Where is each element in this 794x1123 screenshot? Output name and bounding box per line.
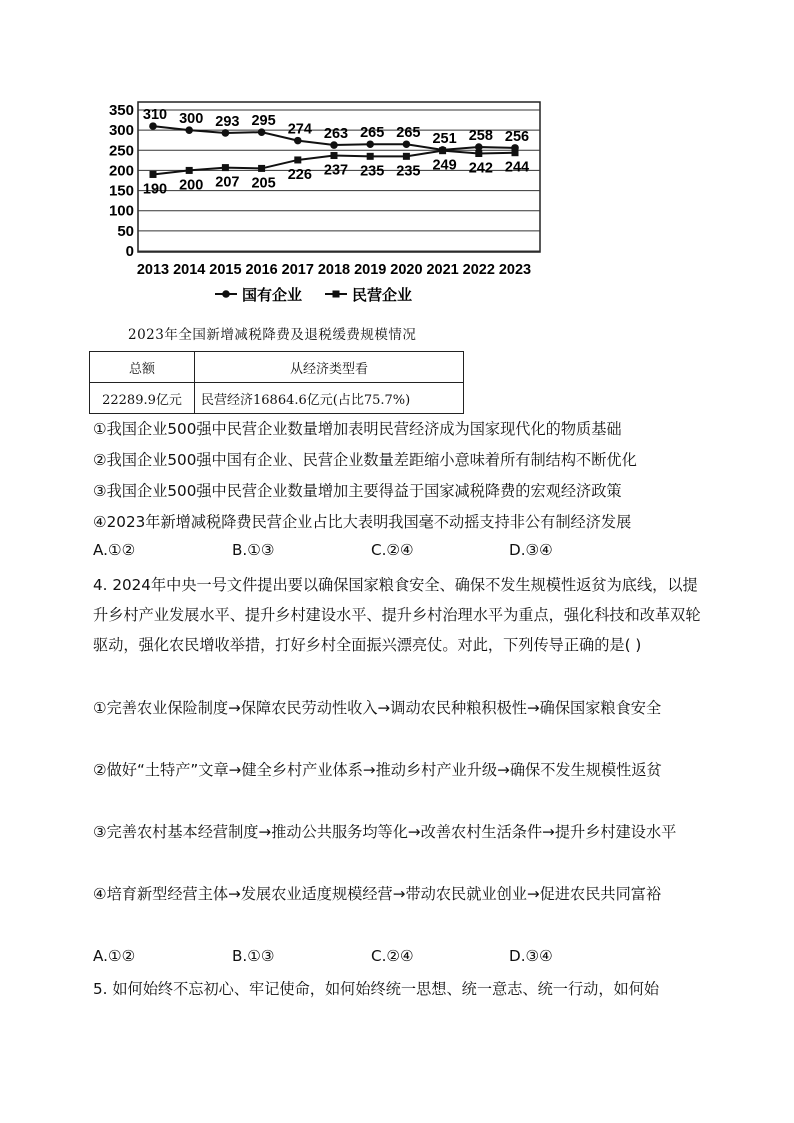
data-point <box>185 126 193 134</box>
data-label: 251 <box>432 130 457 147</box>
y-tick-label: 250 <box>108 142 134 160</box>
data-point <box>367 153 374 160</box>
data-label: 190 <box>142 181 168 198</box>
y-tick-label: 50 <box>117 222 134 240</box>
data-label: 207 <box>215 174 240 191</box>
data-point <box>366 140 374 148</box>
x-tick-label: 2023 <box>498 262 532 278</box>
data-label: 265 <box>360 125 385 142</box>
x-tick-label: 2018 <box>317 262 351 278</box>
data-point <box>258 165 265 172</box>
data-label: 205 <box>251 175 276 192</box>
q3-option-c: C.②④ <box>371 541 414 559</box>
q3-item-4: ④2023年新增减税降费民营企业占比大表明我国毫不动摇支持非公有制经济发展 <box>93 513 632 531</box>
data-point <box>150 171 157 178</box>
y-tick-label: 0 <box>125 243 134 260</box>
data-point <box>330 141 338 149</box>
data-point <box>186 167 193 174</box>
q5-stem: 5. 如何始终不忘初心、牢记使命，如何始终统一思想、统一意志、统一行动，如何始 <box>93 980 660 998</box>
q3-item-1: ①我国企业500强中民营企业数量增加表明民营经济成为国家现代化的物质基础 <box>93 420 622 438</box>
legend-label: 民营企业 <box>352 286 413 304</box>
table-header-row <box>90 352 464 383</box>
q4-option-d: D.③④ <box>509 947 553 965</box>
chart-svg <box>100 92 550 322</box>
data-label: 237 <box>323 162 349 179</box>
data-label: 258 <box>468 128 493 145</box>
q3-option-d: D.③④ <box>509 541 553 559</box>
header-economic-type: 从经济类型看 <box>195 352 464 383</box>
data-point <box>475 143 483 151</box>
data-label: 226 <box>287 166 312 183</box>
data-label: 295 <box>251 113 276 130</box>
x-tick-label: 2016 <box>245 262 278 278</box>
data-label: 300 <box>179 111 204 128</box>
data-label: 310 <box>142 107 168 124</box>
q4-option-a: A.①② <box>93 947 136 965</box>
y-tick-label: 200 <box>108 162 134 180</box>
q3-option-a: A.①② <box>93 541 136 559</box>
x-tick-label: 2019 <box>354 262 387 278</box>
data-point <box>475 150 482 157</box>
data-label: 293 <box>215 113 240 130</box>
data-point <box>222 129 230 137</box>
data-label: 200 <box>179 177 204 194</box>
data-point <box>222 164 229 171</box>
data-label: 256 <box>504 128 530 145</box>
data-point <box>294 156 301 163</box>
x-tick-label: 2013 <box>136 262 170 278</box>
q4-option-b: B.①③ <box>232 947 275 965</box>
q4-stem: 4. 2024年中央一号文件提出要以确保国家粮食安全、确保不发生规模性返贫为底线，以提升乡村产业发展水平、提升乡村建设水平、提升乡村治理水平为重点，强化科技和改革双轮驱动，强化农民增收举措，打好乡村全面振兴漂亮仗。对此，下列传导正确的是( ) <box>93 576 701 654</box>
legend-marker <box>222 290 230 298</box>
data-label: 235 <box>360 163 385 180</box>
data-point <box>512 149 519 156</box>
header-total: 总额 <box>90 352 195 383</box>
x-tick-label: 2015 <box>209 262 242 278</box>
q4-item-4: ④培育新型经营主体→发展农业适度规模经营→带动农民就业创业→促进农民共同富裕 <box>93 885 662 903</box>
y-tick-label: 300 <box>108 122 134 140</box>
x-tick-label: 2014 <box>173 262 206 278</box>
data-point <box>439 147 446 154</box>
data-label: 235 <box>396 163 421 180</box>
data-point <box>403 153 410 160</box>
q4-item-3: ③完善农村基本经营制度→推动公共服务均等化→改善农村生活条件→提升乡村建设水平 <box>93 823 677 841</box>
data-label: 244 <box>504 159 530 176</box>
y-tick-label: 100 <box>108 202 134 220</box>
cell-total-value: 22289.9亿元 <box>90 383 195 414</box>
legend-label: 国有企业 <box>242 286 303 304</box>
q3-option-b: B.①③ <box>232 541 275 559</box>
x-tick-label: 2017 <box>281 262 314 278</box>
table-caption: 2023年全国新增减税降费及退税缓费规模情况 <box>128 327 417 343</box>
data-label: 274 <box>287 121 312 138</box>
data-label: 249 <box>432 157 457 174</box>
data-point <box>258 128 266 136</box>
x-tick-label: 2021 <box>426 262 459 278</box>
y-tick-label: 350 <box>108 102 134 119</box>
q4-item-2: ②做好“土特产”文章→健全乡村产业体系→推动乡村产业升级→确保不发生规模性返贫 <box>93 761 662 779</box>
q3-item-3: ③我国企业500强中民营企业数量增加主要得益于国家减税降费的宏观经济政策 <box>93 482 622 500</box>
q4-option-c: C.②④ <box>371 947 414 965</box>
data-point <box>294 137 302 145</box>
cell-private-economy: 民营经济16864.6亿元(占比75.7%) <box>195 383 464 414</box>
data-point <box>149 122 157 130</box>
legend-marker <box>333 291 340 298</box>
x-tick-label: 2020 <box>390 262 423 278</box>
q4-item-1: ①完善农业保险制度→保障农民劳动性收入→调动农民种粮积极性→确保国家粮食安全 <box>93 699 662 717</box>
data-label: 265 <box>396 125 421 142</box>
data-label: 263 <box>323 126 349 143</box>
data-point <box>403 140 411 148</box>
x-tick-label: 2022 <box>462 262 495 278</box>
summary-table <box>89 351 464 414</box>
table-row <box>90 383 464 414</box>
y-tick-label: 150 <box>108 182 134 200</box>
data-label: 242 <box>468 160 493 177</box>
data-point <box>331 152 338 159</box>
q3-item-2: ②我国企业500强中国有企业、民营企业数量差距缩小意味着所有制结构不断优化 <box>93 451 637 469</box>
line-chart <box>100 92 550 322</box>
